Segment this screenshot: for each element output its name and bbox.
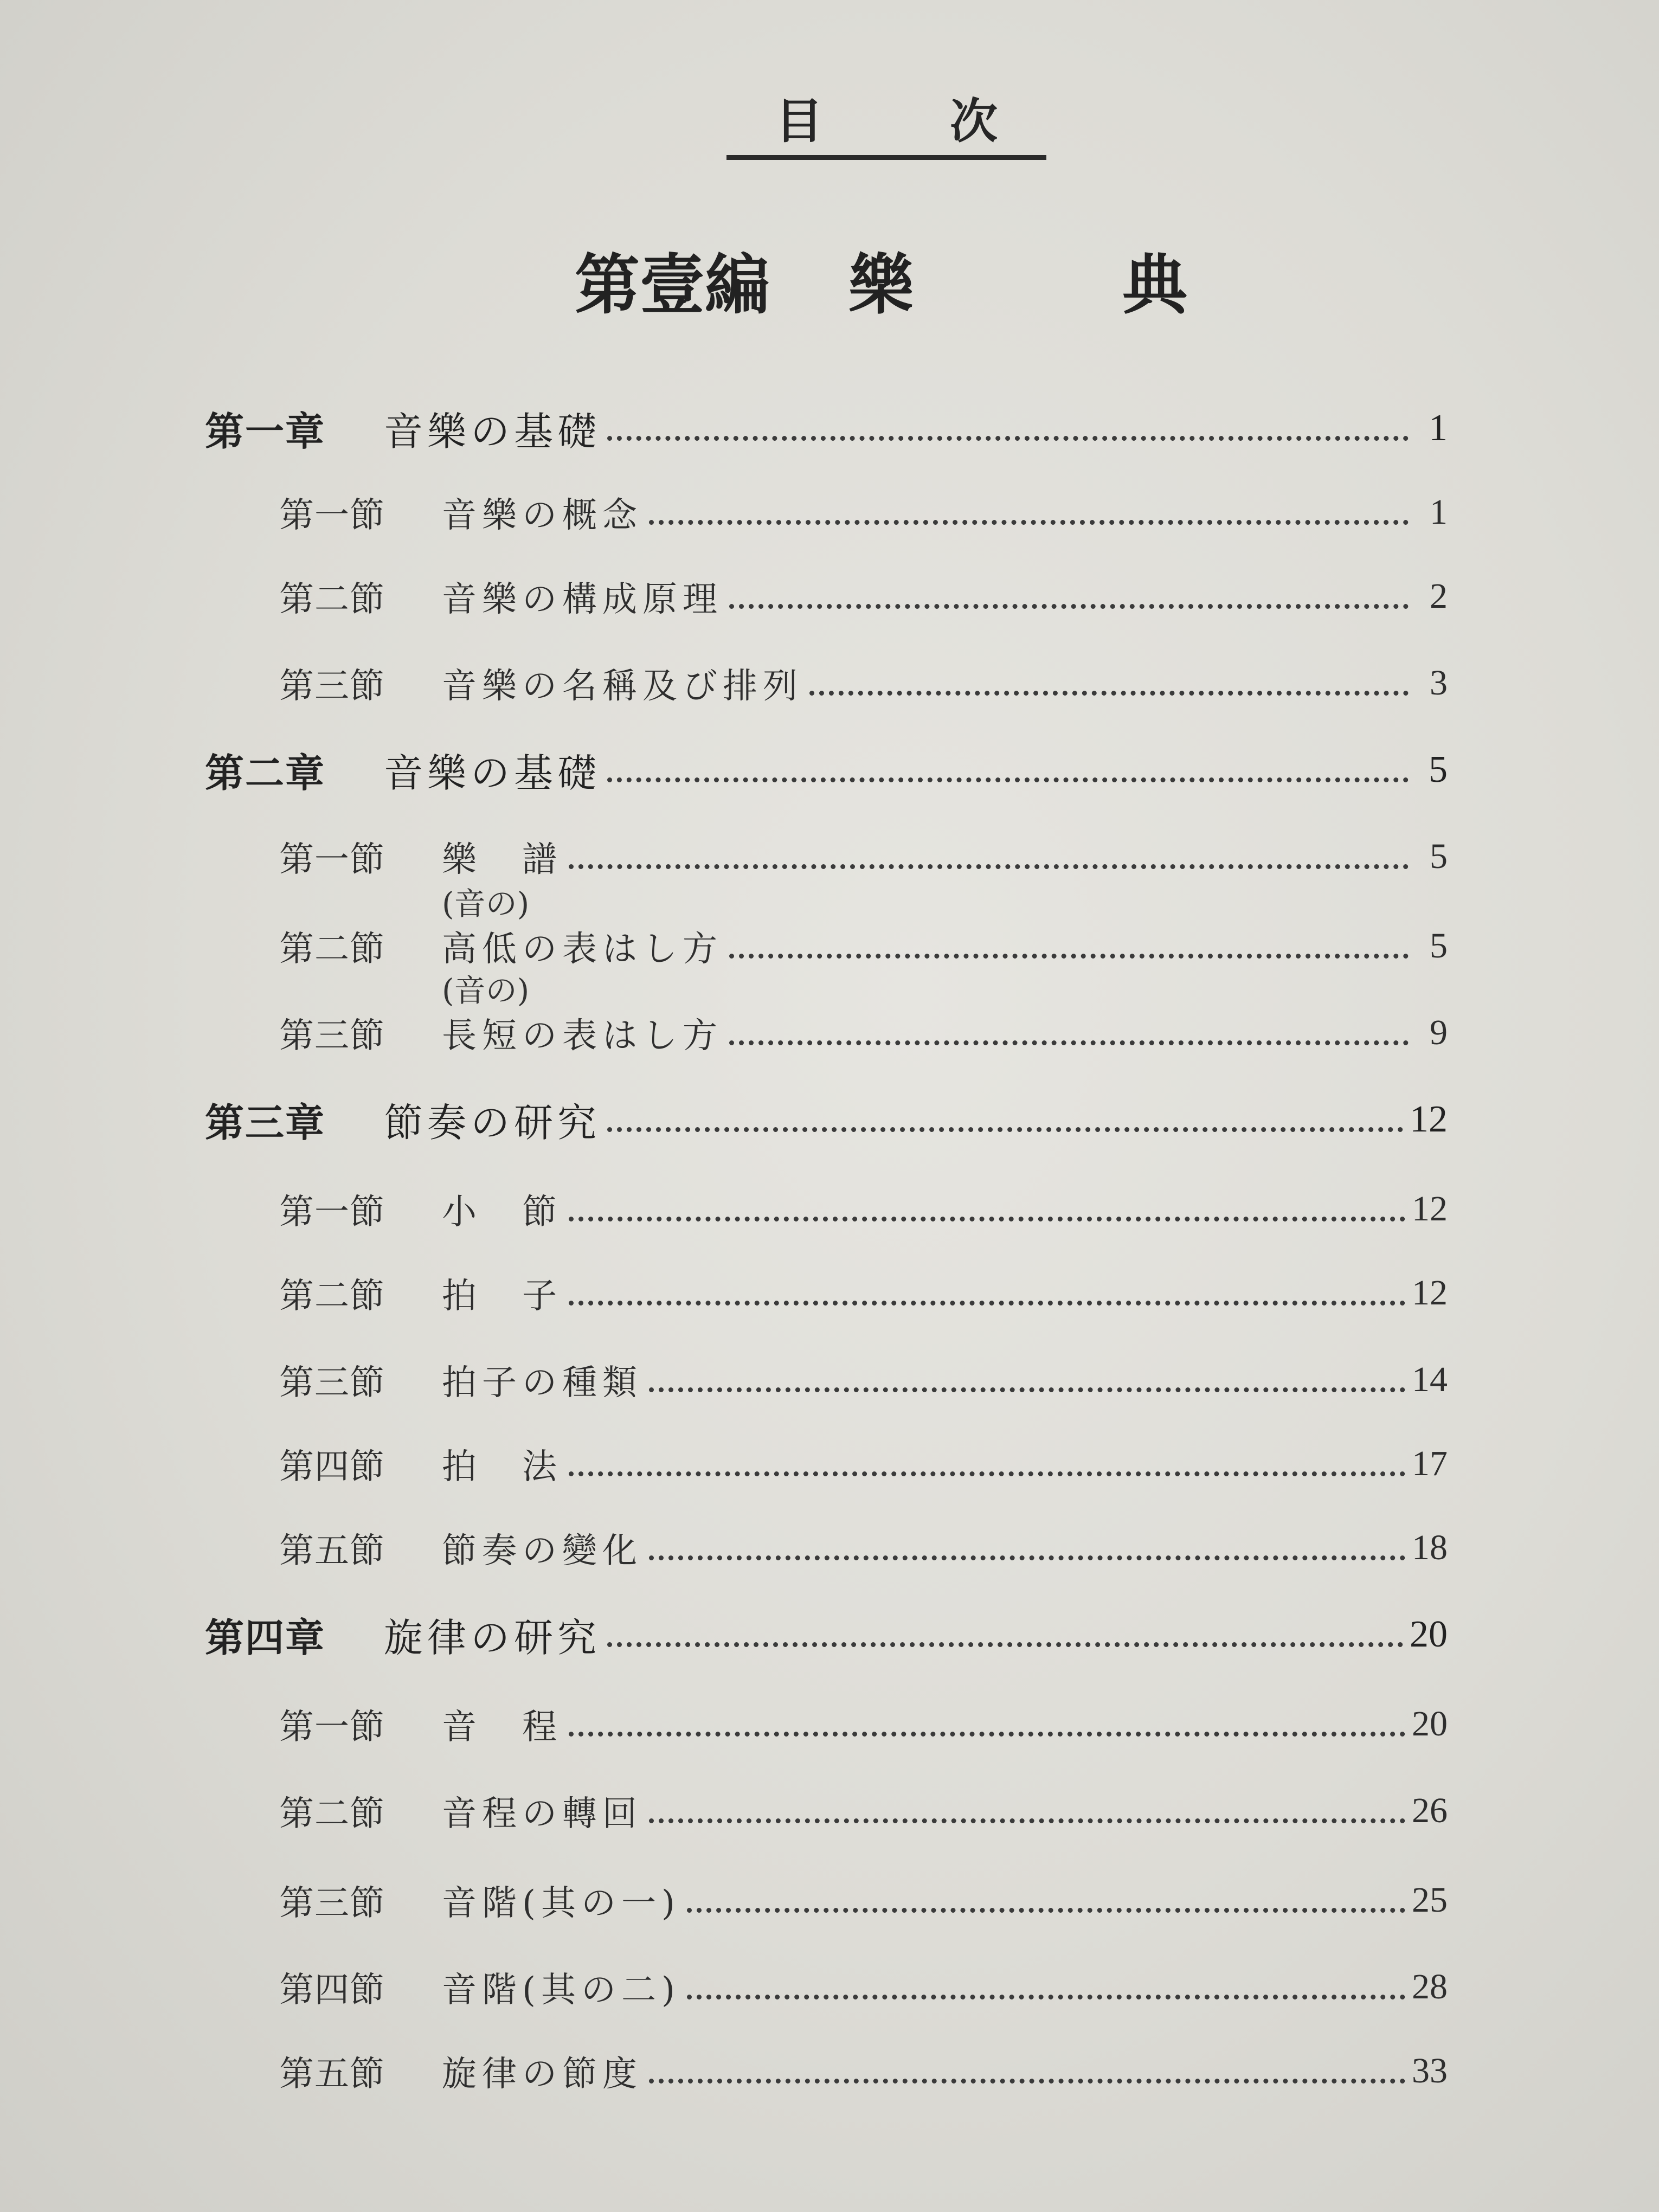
section-title: 音 程 [442, 1707, 562, 1747]
dot-leader [607, 777, 1409, 782]
section-entry [279, 483, 1448, 542]
dot-leader [569, 1301, 1405, 1306]
section-label: 第五節 [279, 2054, 385, 2094]
section-label: 第三節 [279, 1016, 385, 1056]
section-entry [279, 1518, 1448, 1578]
page-number: 1 [1429, 407, 1448, 449]
page-number: 26 [1412, 1791, 1448, 1830]
chapter-label: 第二章 [205, 750, 326, 796]
section-title: 節奏の變化 [442, 1531, 642, 1571]
chapter-title: 音樂の基礎 [384, 750, 601, 796]
chapter-entry [205, 1090, 1448, 1149]
section-title: 音程の轉回 [442, 1794, 642, 1834]
dot-leader [607, 436, 1409, 441]
toc-header-left: 目 [775, 93, 824, 149]
chapter-title: 音樂の基礎 [384, 409, 601, 454]
section-entry [279, 1781, 1448, 1841]
section-title: 拍 子 [442, 1276, 562, 1316]
page-number: 5 [1430, 926, 1448, 966]
chapter-entry [205, 740, 1448, 800]
chapter-label: 第一章 [205, 408, 326, 454]
section-title: 音樂の名稱及び排列 [442, 666, 803, 706]
chapter-title: 旋律の研究 [384, 1615, 601, 1661]
dot-leader [569, 1732, 1405, 1737]
dot-leader [687, 1908, 1405, 1913]
dot-leader [569, 864, 1409, 869]
section-label: 第三節 [279, 1883, 385, 1924]
page-number: 28 [1412, 1967, 1448, 2007]
part-title-char-2: 典 [1122, 247, 1187, 323]
dot-leader [607, 1642, 1403, 1647]
section-label: 第一節 [279, 1707, 385, 1747]
section-title: 高低の表はし方 [442, 929, 723, 969]
section-label: 第二節 [279, 1794, 385, 1834]
section-title: 旋律の節度 [442, 2054, 642, 2094]
page-number: 33 [1412, 2051, 1448, 2091]
dot-leader [809, 691, 1409, 696]
section-title: 音樂の概念 [442, 496, 642, 536]
section-label: 第二節 [279, 929, 385, 969]
chapter-entry [205, 1605, 1448, 1664]
section-title: 樂 譜 [442, 840, 562, 880]
dot-leader [649, 520, 1409, 525]
chapter-title: 節奏の研究 [384, 1100, 601, 1146]
page-number: 2 [1430, 576, 1448, 616]
section-title: 音樂の構成原理 [442, 580, 723, 620]
section-entry [279, 2041, 1448, 2101]
chapter-label: 第四章 [205, 1615, 326, 1661]
chapter-entry [205, 398, 1448, 458]
dot-leader [649, 2079, 1405, 2084]
section-title: 拍 法 [442, 1447, 562, 1487]
part-title-char-1: 樂 [848, 247, 914, 323]
section-title: 音階(其の一) [442, 1883, 680, 1924]
dot-leader [649, 1555, 1405, 1560]
page-number: 12 [1412, 1273, 1448, 1313]
section-entry [279, 1870, 1448, 1930]
part-number: 第壹編 [575, 247, 770, 323]
dot-leader [729, 954, 1409, 959]
page-number: 12 [1412, 1189, 1448, 1229]
section-label: 第三節 [279, 1363, 385, 1403]
page-number: 17 [1412, 1444, 1448, 1483]
section-title: 長短の表はし方 [442, 1016, 723, 1056]
section-label: 第一節 [279, 496, 385, 536]
page-number: 3 [1430, 663, 1448, 703]
chapter-label: 第三章 [205, 1099, 326, 1146]
page-number: 5 [1430, 837, 1448, 876]
section-note: (音の) [442, 972, 530, 1009]
section-title: 小 節 [442, 1192, 562, 1232]
dot-leader [607, 1127, 1403, 1132]
page-number: 12 [1410, 1098, 1448, 1140]
section-entry [279, 1179, 1448, 1239]
page-number: 18 [1412, 1528, 1448, 1567]
section-entry [279, 1694, 1448, 1754]
toc-header-right: 次 [949, 93, 998, 149]
section-entry [279, 1434, 1448, 1494]
section-note: (音の) [442, 885, 530, 922]
section-title: 音階(其の二) [442, 1970, 680, 2010]
dot-leader [729, 604, 1409, 609]
section-title: 拍子の種類 [442, 1363, 642, 1403]
section-entry [279, 1350, 1448, 1410]
section-label: 第五節 [279, 1531, 385, 1571]
dot-leader [729, 1040, 1409, 1045]
page-number: 20 [1410, 1613, 1448, 1655]
section-label: 第三節 [279, 666, 385, 706]
section-label: 第二節 [279, 1276, 385, 1316]
page-number: 5 [1429, 749, 1448, 790]
section-label: 第二節 [279, 580, 385, 620]
section-entry [279, 1957, 1448, 2017]
section-entry [279, 1263, 1448, 1323]
section-entry [279, 567, 1448, 626]
dot-leader [649, 1387, 1405, 1392]
section-label: 第一節 [279, 1192, 385, 1232]
dot-leader [569, 1471, 1405, 1476]
dot-leader [687, 1995, 1405, 1999]
dot-leader [569, 1217, 1405, 1221]
section-label: 第四節 [279, 1447, 385, 1487]
section-entry [279, 827, 1448, 886]
section-entry [279, 1003, 1448, 1063]
section-label: 第四節 [279, 1970, 385, 2010]
page-number: 1 [1430, 492, 1448, 532]
page-number: 25 [1412, 1880, 1448, 1920]
section-entry [279, 653, 1448, 713]
page-number: 14 [1412, 1360, 1448, 1399]
dot-leader [649, 1818, 1405, 1823]
section-label: 第一節 [279, 840, 385, 880]
page-number: 9 [1430, 1013, 1448, 1052]
page-number: 20 [1412, 1704, 1448, 1744]
